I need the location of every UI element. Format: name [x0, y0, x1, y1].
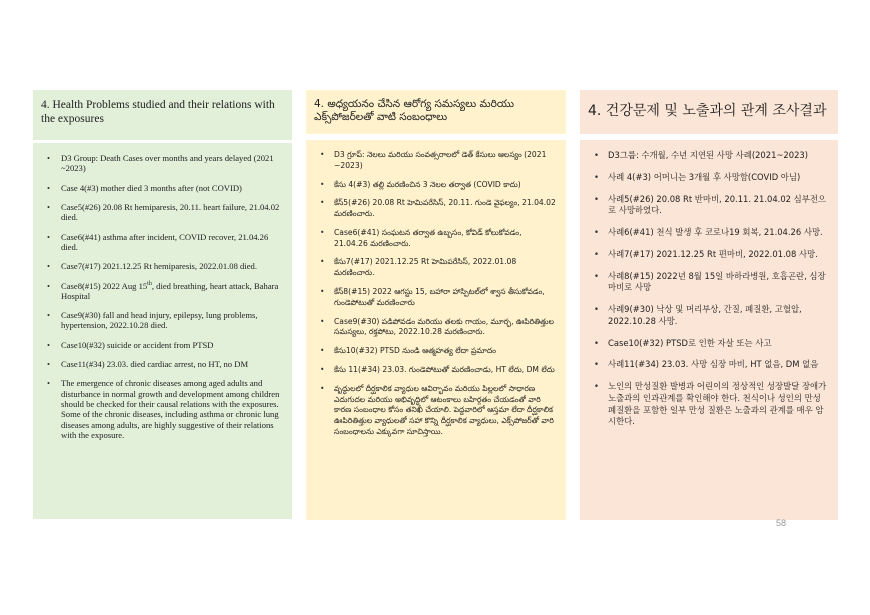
- ordinal-suffix: th: [147, 280, 152, 287]
- english-list-item: • Case6(#41) asthma after incident, COVID recover, 21.04.26 died.: [43, 232, 282, 253]
- korean-list-item: • Case10(#32) PTSD로 인한 자살 또는 사고: [590, 338, 828, 350]
- telugu-list-item: • వృద్ధులలో దీర్ఘకాలిక వ్యాధుల ఆవిర్భావం మరియు పిల్లలలో సాధారణ ఎదుగుదల మరియు అభివృద్ధిలో ఆటంకాలు బహిర్గతం చేయడంతో వారి కారణ సంబంధాల కోసం తనిఖీ చేయాలి. పెద్దవారిలో ఆస్తమా లేదా దీర్ఘకాలిక ఊపిరితిత్తుల వ్యాధులతో సహా కొన్ని దీర్ఘకాలిక వ్యాధులు, ఎక్స్‌పోజర్‌తో వారి సంబంధాలను ఎక్కువగా సూచిస్తాయి.: [316, 384, 556, 438]
- english-item-list: [43, 153, 282, 440]
- english-list-item: • The emergence of chronic diseases among aged adults and disturbance in normal growth and development among children should be checked for their causal relations with the exposures. Some of the chronic diseases, including asthma or chronic lung diseases among adults, are highly suggestive of their relations with the exposure.: [43, 378, 282, 440]
- telugu-list-item: • D3 గ్రూప్: నెలలు మరియు సంవత్సరాలలో డెత్ కేసులు ఆలస్యం (2021 ~2023): [316, 150, 556, 172]
- korean-list-item: • 사례 4(#3) 어머니는 3개월 후 사망함(COVID 아님): [590, 172, 828, 184]
- telugu-list-item: • కేస్5(#26) 20.08 Rt హెమిపరేసిస్, 20.11. గుండె వైఫల్యం, 21.04.02 మరణించారు.: [316, 198, 556, 220]
- korean-column-body: [580, 140, 838, 520]
- english-list-item: • Case9(#30) fall and head injury, epilepsy, lung problems, hypertension, 2022.10.28 died.: [43, 310, 282, 331]
- telugu-item-list: [316, 150, 556, 438]
- korean-list-item: • D3그룹: 수개월, 수년 지연된 사망 사례(2021~2023): [590, 150, 828, 162]
- english-list-item: • Case7(#17) 2021.12.25 Rt hemiparesis, 2022.01.08 died.: [43, 261, 282, 271]
- telugu-list-item: • Case9(#30) పడిపోవడం మరియు తలకు గాయం, మూర్ఛ, ఊపిరితిత్తుల సమస్యలు, రక్తపోటు, 2022.10.28 మరణించారు.: [316, 317, 556, 339]
- korean-list-item: • 사례8(#15) 2022년 8월 15일 바하라병원, 호흡곤란, 심장마비로 사망: [590, 271, 828, 295]
- korean-list-item: • 사례5(#26) 20.08 Rt 반마비, 20.11. 21.04.02 심부전으로 사망하였다.: [590, 194, 828, 218]
- korean-column-title: 4. 건강문제 및 노출과의 관계 조사결과: [580, 90, 838, 134]
- korean-list-item: • 사례7(#17) 2021.12.25 Rt 편마비, 2022.01.08 사망.: [590, 249, 828, 261]
- english-list-item: • Case10(#32) suicide or accident from PTSD: [43, 340, 282, 350]
- telugu-column-body: [306, 140, 566, 520]
- telugu-list-item: • కేస్8(#15) 2022 ఆగస్టు 15, బహారా హాస్పిటల్‌లో శ్వాస తీసుకోవడం, గుండెపోటుతో మరణించారు: [316, 287, 556, 309]
- english-list-item: • Case11(#34) 23.03. died cardiac arrest, no HT, no DM: [43, 359, 282, 369]
- korean-list-item: • 사례9(#30) 낙상 및 머리부상, 간질, 폐질환, 고혈압, 2022.10.28 사망.: [590, 304, 828, 328]
- korean-list-item: • 사례11(#34) 23.03. 사망 심장 마비, HT 없음, DM 없음: [590, 359, 828, 371]
- english-list-item: • Case8(#15) 2022 Aug 15th, died breathing, heart attack, Bahara Hospital: [43, 281, 282, 302]
- telugu-column-title: 4. అధ్యయనం చేసిన ఆరోగ్య సమస్యలు మరియు ఎక్స్‌పోజర్‌లతో వాటి సంబంధాలు: [306, 90, 566, 134]
- korean-list-item: • 사례6(#41) 천식 발생 후 코로나19 회복, 21.04.26 사망.: [590, 227, 828, 239]
- telugu-list-item: • Case6(#41) సంఘటన తర్వాత ఉబ్బసం, కోవిడ్ కోలుకోవడం, 21.04.26 మరణించారు.: [316, 228, 556, 250]
- telugu-list-item: • కేసు7(#17) 2021.12.25 Rt హెమిపరేసిస్, 2022.01.08 మరణించారు.: [316, 257, 556, 279]
- korean-item-list: [590, 150, 828, 428]
- english-column-title: 4. Health Problems studied and their relations with the exposures: [33, 90, 292, 140]
- telugu-list-item: • కేసు10(#32) PTSD నుండి ఆత్మహత్య లేదా ప్రమాదం: [316, 346, 556, 357]
- english-list-item: • D3 Group: Death Cases over months and years delayed (2021 ~2023): [43, 153, 282, 174]
- korean-list-item: • 노인의 만성질환 발병과 어린이의 정상적인 성장발달 장애가 노출과의 인과관계를 확인해야 한다. 천식이나 성인의 만성 폐질환을 포함한 일부 만성 질환은 노출과의 관계를 매우 암시한다.: [590, 381, 828, 428]
- english-list-item: • Case5(#26) 20.08 Rt hemiparesis, 20.11. heart failure, 21.04.02 died.: [43, 202, 282, 223]
- english-column-body: [33, 143, 292, 519]
- telugu-list-item: • కేసు 4(#3) తల్లి మరణించిన 3 నెలల తర్వాత (COVID కాదు): [316, 180, 556, 191]
- english-list-item: • Case 4(#3) mother died 3 months after (not COVID): [43, 183, 282, 193]
- telugu-list-item: • కేసు 11(#34) 23.03. గుండెపోటుతో మరణించాడు, HT లేదు, DM లేదు: [316, 365, 556, 376]
- page-number: 58: [776, 518, 787, 528]
